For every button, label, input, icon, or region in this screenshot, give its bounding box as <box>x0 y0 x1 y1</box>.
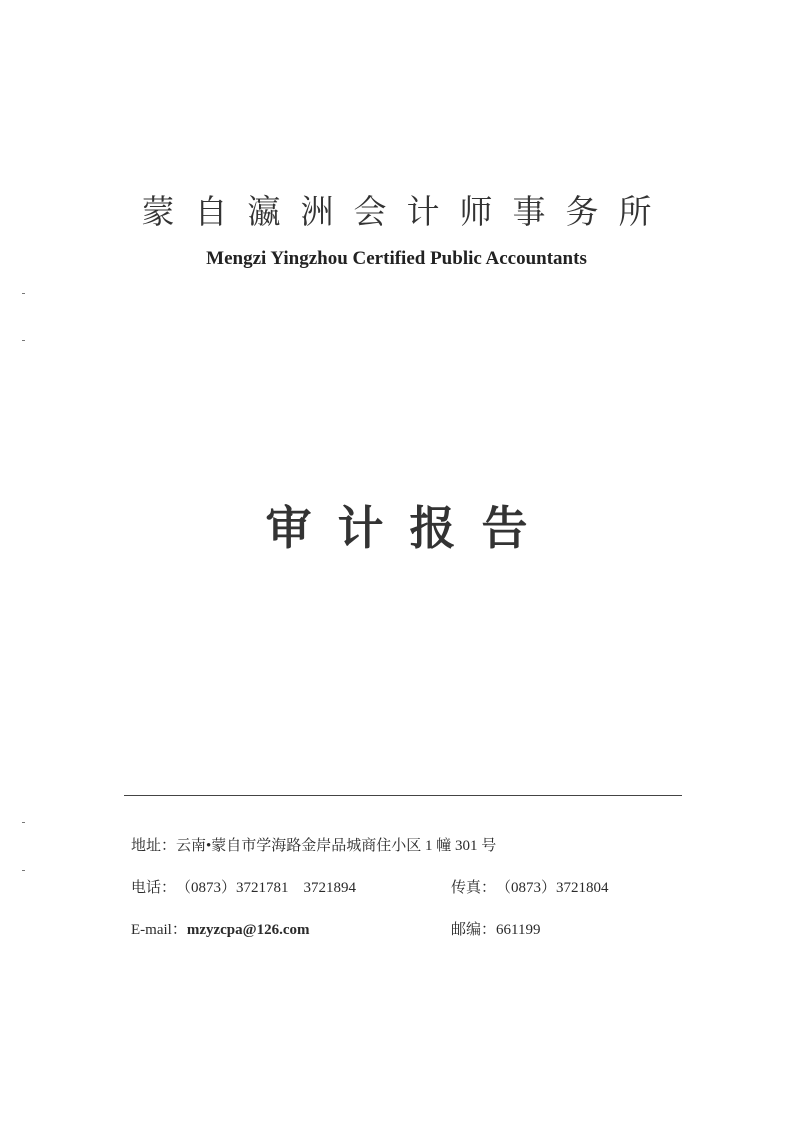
phone-line <box>131 876 356 897</box>
email-label: E-mail： <box>131 922 187 938</box>
address-line <box>131 834 496 855</box>
email-line <box>131 918 310 939</box>
fax-label: 传真： <box>451 880 497 896</box>
postcode-label: 邮编： <box>451 922 497 938</box>
phone-label: 电话： <box>131 880 177 896</box>
footer-divider <box>124 795 682 796</box>
fax-line <box>451 876 609 897</box>
scan-margin-mark <box>22 822 25 823</box>
postcode-line <box>451 918 540 939</box>
firm-name-english: Mengzi Yingzhou Certified Public Accountants <box>206 248 587 269</box>
scan-margin-mark <box>22 870 25 871</box>
address-label: 地址： <box>131 838 177 854</box>
fax-value: （0873）3721804 <box>496 880 609 896</box>
postcode-value: 661199 <box>496 922 541 938</box>
firm-name-chinese: 蒙自瀛洲会计师事务所 <box>141 192 672 231</box>
address-value: 云南•蒙自市学海路金岸品城商住小区 1 幢 301 号 <box>176 838 497 854</box>
scan-margin-mark <box>22 293 25 294</box>
report-title: 审计报告 <box>265 501 554 555</box>
email-value: mzyzcpa@126.com <box>186 922 310 938</box>
phone-value: （0873）3721781 3721894 <box>176 880 357 896</box>
scan-margin-mark <box>22 340 25 341</box>
